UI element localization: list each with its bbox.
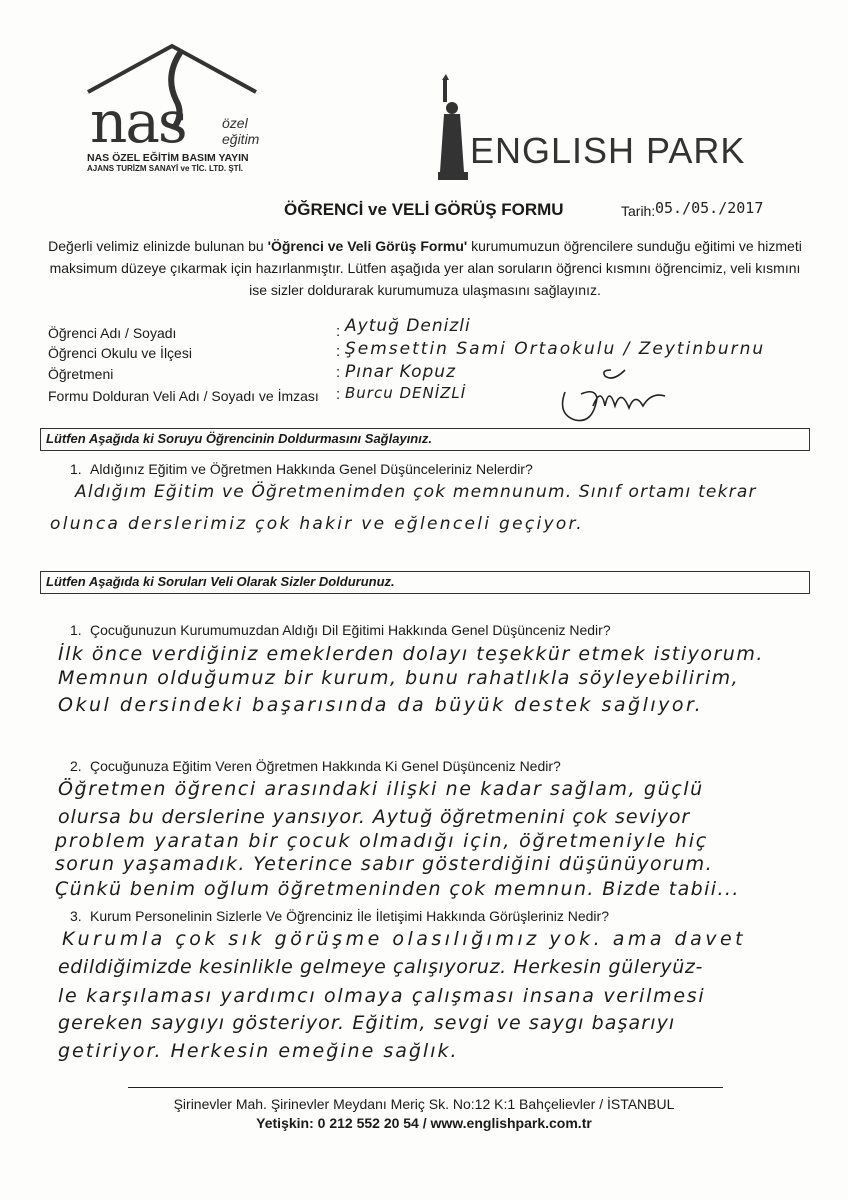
parent-answer-3-line: Kurumla çok sık görüşme olasılığımız yok. ama davet <box>62 928 747 950</box>
parent-answer-2-line: sorun yaşamadık. Yeterince sabır gösterdiğini düşünüyorum. <box>55 853 714 875</box>
nas-ozel-text: özel <box>222 115 248 131</box>
parent-label: Formu Dolduran Veli Adı / Soyadı ve İmzası <box>48 388 319 404</box>
student-question-1 <box>70 461 533 477</box>
parent-question-1 <box>70 622 611 638</box>
student-answer-line: Aldığım Eğitim ve Öğretmenimden çok memnunum. Sınıf ortamı tekrar <box>75 482 757 502</box>
parent-answer-3-line: gereken saygıyı gösteriyor. Eğitim, sevgi ve saygı başarıyı <box>58 1012 676 1034</box>
question-number: 1. <box>70 461 82 477</box>
student-section-heading <box>40 428 810 451</box>
parent-answer-1-line: Memnun olduğumuz bir kurum, bunu rahatlıkla söyleyebilirim, <box>58 667 740 689</box>
nas-company-line1: NAS ÖZEL EĞİTİM BASIM YAYIN <box>87 152 249 164</box>
signature-icon <box>545 362 685 426</box>
info-colon: : <box>336 386 341 403</box>
parent-answer-2-line: problem yaratan bir çocuk olmadığı için, öğretmeniyle hiç <box>55 830 709 852</box>
info-colon: : <box>336 343 341 360</box>
parent-section-heading-text: Lütfen Aşağıda ki Soruları Veli Olarak Sizler Doldurunuz. <box>46 574 395 589</box>
parent-answer-3-line: getiriyor. Herkesin emeğine sağlık. <box>58 1040 459 1062</box>
info-colon: : <box>336 364 341 381</box>
student-answer-line: olunca derslerimiz çok hakir ve eğlenceli geçiyor. <box>50 514 584 534</box>
question-text: Aldığınız Eğitim ve Öğretmen Hakkında Genel Düşünceleriniz Nelerdir? <box>90 461 533 477</box>
intro-prefix: Değerli velimiz elinizde bulunan bu <box>48 238 268 254</box>
intro-form-name: 'Öğrenci ve Veli Görüş Formu' <box>267 238 468 254</box>
form-title: ÖĞRENCİ ve VELİ GÖRÜŞ FORMU <box>284 200 564 219</box>
date-value: 05./05./2017 <box>655 199 764 217</box>
parent-question-2 <box>70 758 561 774</box>
footer-divider <box>128 1087 723 1088</box>
school-label: Öğrenci Okulu ve İlçesi <box>48 345 192 361</box>
english-park-wordmark: ENGLISH PARK <box>470 130 746 171</box>
intro-suffix: kurumumuzun öğrencilere sunduğu eğitimi ve hizmeti maksimum düzeye çıkarmak için hazırlanmıştır. Lütfen aşağıda yer alan soruların öğrenci kısmını öğrencimiz, veli kısmını ise sizler doldurarak kurumumuza ulaşmasını sağlayınız. <box>49 238 802 298</box>
question-text: Çocuğunuza Eğitim Veren Öğretmen Hakkında Ki Genel Düşünceniz Nedir? <box>90 758 561 774</box>
question-text: Çocuğunuzun Kurumumuzdan Aldığı Dil Eğitimi Hakkında Genel Düşünceniz Nedir? <box>90 622 611 638</box>
footer-address: Şirinevler Mah. Şirinevler Meydanı Meriç Sk. No:12 K:1 Bahçelievler / İSTANBUL <box>173 1096 675 1112</box>
intro-paragraph <box>40 235 810 301</box>
teacher-label: Öğretmeni <box>48 366 114 382</box>
nas-egitim-logo <box>82 40 282 175</box>
parent-answer-1-line: İlk önce verdiğiniz emeklerden dolayı teşekkür etmek istiyorum. <box>58 643 764 665</box>
footer-contact: Yetişkin: 0 212 552 20 54 / www.englishpark.com.tr <box>256 1115 592 1131</box>
parent-section-heading <box>40 571 810 594</box>
nas-wordmark: nas <box>90 88 186 156</box>
parent-answer-3-line: le karşılaması yardımcı olmaya çalışması insana verilmesi <box>58 985 706 1007</box>
parent-answer-3-line: edildiğimizde kesinlikle gelmeye çalışıyoruz. Herkesin güleryüz- <box>58 956 703 978</box>
info-colon: : <box>336 323 341 340</box>
student-name-label: Öğrenci Adı / Soyadı <box>48 325 177 341</box>
question-number: 1. <box>70 622 82 638</box>
parent-value: Burcu DENİZLİ <box>345 384 467 402</box>
nas-company-line2: AJANS TURİZM SANAYİ ve TİC. LTD. ŞTİ. <box>87 164 244 173</box>
parent-answer-1-line: Okul dersindeki başarısında da büyük destek sağlıyor. <box>58 694 704 716</box>
nas-egitim-text: eğitim <box>222 131 260 147</box>
question-number: 3. <box>70 908 82 924</box>
teacher-value: Pınar Kopuz <box>345 362 456 382</box>
parent-answer-2-line: olursa bu derslerine yansıyor. Aytuğ öğretmenini çok seviyor <box>58 806 691 828</box>
english-park-logo <box>432 72 772 182</box>
school-value: Şemsettin Sami Ortaokulu / Zeytinburnu <box>345 339 766 359</box>
parent-answer-2-line: Çünkü benim oğlum öğretmeninden çok memnun. Bizde tabii... <box>55 878 740 900</box>
statue-of-liberty-icon <box>432 72 472 182</box>
student-name-value: Aytuğ Denizli <box>345 316 471 336</box>
student-section-heading-text: Lütfen Aşağıda ki Soruyu Öğrencinin Doldurmasını Sağlayınız. <box>46 431 432 446</box>
question-number: 2. <box>70 758 82 774</box>
question-text: Kurum Personelinin Sizlerle Ve Öğrenciniz İle İletişimi Hakkında Görüşleriniz Nedir? <box>90 908 609 924</box>
parent-answer-2-line: Öğretmen öğrenci arasındaki ilişki ne kadar sağlam, güçlü <box>58 778 704 800</box>
date-label: Tarih: <box>621 203 656 219</box>
parent-question-3 <box>70 908 609 924</box>
